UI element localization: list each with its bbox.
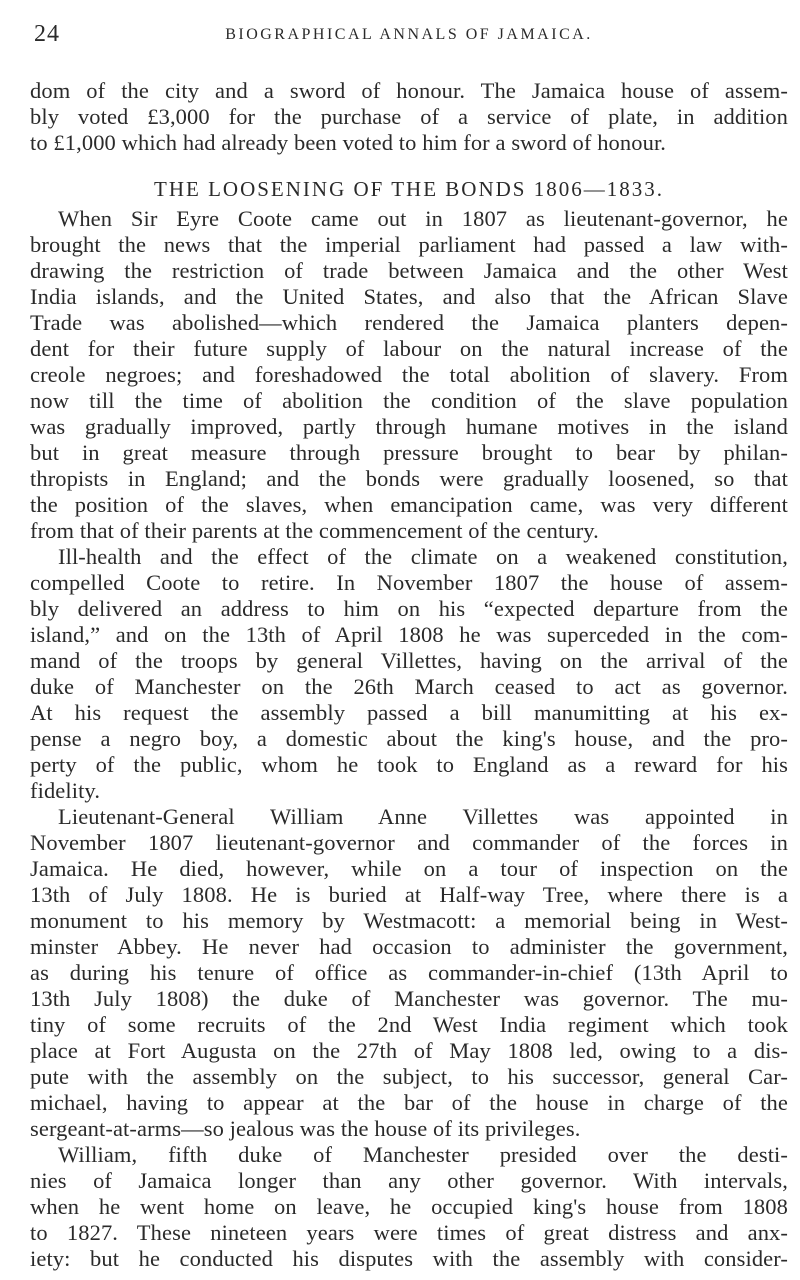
text-line: sergeant-at-arms—so jealous was the house of its privileges. <box>30 1116 581 1141</box>
text-line: At his request the assembly passed a bill manumitting at his ex- <box>30 700 788 725</box>
text-line: island,” and on the 13th of April 1808 he was superceded in the com- <box>30 622 788 647</box>
text-line: tiny of some recruits of the 2nd West India regiment which took <box>30 1012 788 1037</box>
text-line: dom of the city and a sword of honour. The Jamaica house of assem- <box>30 78 788 103</box>
section-heading: THE LOOSENING OF THE BONDS 1806—1833. <box>154 177 664 201</box>
running-head <box>30 22 788 46</box>
text-line: minster Abbey. He never had occasion to administer the government, <box>30 934 788 959</box>
text-line: as during his tenure of office as commander-in-chief (13th April to <box>30 960 788 985</box>
text-line: duke of Manchester on the 26th March ceased to act as governor. <box>30 674 788 699</box>
text-line: India islands, and the United States, and also that the African Slave <box>30 284 788 309</box>
text-line: Lieutenant-General William Anne Villettes was appointed in <box>58 804 788 829</box>
book-page <box>30 0 788 1280</box>
text-line: November 1807 lieutenant-governor and commander of the forces in <box>30 830 788 855</box>
paragraph <box>30 1142 788 1272</box>
text-line: place at Fort Augusta on the 27th of May 1808 led, owing to a dis- <box>30 1038 788 1063</box>
text-line: nies of Jamaica longer than any other governor. With intervals, <box>30 1168 788 1193</box>
text-line: bly delivered an address to him on his “expected departure from the <box>30 596 788 621</box>
text-line: iety: but he conducted his disputes with the assembly with consider- <box>30 1246 788 1271</box>
text-line: the position of the slaves, when emancipation came, was very different <box>30 492 788 517</box>
text-line: bly voted £3,000 for the purchase of a service of plate, in addition <box>30 104 788 129</box>
text-line: monument to his memory by Westmacott: a memorial being in West- <box>30 908 788 933</box>
paragraph <box>30 544 788 804</box>
text-line: when he went home on leave, he occupied king's house from 1808 <box>30 1194 788 1219</box>
text-line: pute with the assembly on the subject, to his successor, general Car- <box>30 1064 788 1089</box>
text-line: drawing the restriction of trade between Jamaica and the other West <box>30 258 788 283</box>
text-line: fidelity. <box>30 778 101 803</box>
text-line: William, fifth duke of Manchester presided over the desti- <box>58 1142 788 1167</box>
text-line: creole negroes; and foreshadowed the total abolition of slavery. From <box>30 362 788 387</box>
text-line: to 1827. These nineteen years were times of great distress and anx- <box>30 1220 788 1245</box>
text-line: When Sir Eyre Coote came out in 1807 as lieutenant-governor, he <box>58 206 788 231</box>
text-line: Trade was abolished—which rendered the Jamaica planters depen- <box>30 310 788 335</box>
text-line: pense a negro boy, a domestic about the king's house, and the pro- <box>30 726 788 751</box>
text-line: thropists in England; and the bonds were gradually loosened, so that <box>30 466 788 491</box>
paragraph <box>30 206 788 544</box>
text-line: but in great measure through pressure brought to bear by philan- <box>30 440 788 465</box>
text-line: brought the news that the imperial parliament had passed a law with- <box>30 232 788 257</box>
text-line: compelled Coote to retire. In November 1807 the house of assem- <box>30 570 788 595</box>
text-line: to £1,000 which had already been voted to him for a sword of honour. <box>30 130 667 155</box>
text-line: 13th July 1808) the duke of Manchester was governor. The mu- <box>30 986 788 1011</box>
text-line: dent for their future supply of labour on the natural increase of the <box>30 336 788 361</box>
continued-paragraph <box>30 78 788 156</box>
body-text <box>30 78 788 1272</box>
text-line: now till the time of abolition the condition of the slave population <box>30 388 788 413</box>
paragraph <box>30 804 788 1142</box>
running-title: BIOGRAPHICAL ANNALS OF JAMAICA. <box>225 26 593 43</box>
text-line: Ill-health and the effect of the climate on a weakened constitution, <box>58 544 788 569</box>
page-number: 24 <box>34 21 60 47</box>
text-line: mand of the troops by general Villettes, having on the arrival of the <box>30 648 788 673</box>
text-line: michael, having to appear at the bar of the house in charge of the <box>30 1090 788 1115</box>
text-line: from that of their parents at the commencement of the century. <box>30 518 599 543</box>
text-line: 13th of July 1808. He is buried at Half-way Tree, where there is a <box>30 882 788 907</box>
text-line: Jamaica. He died, however, while on a tour of inspection on the <box>30 856 788 881</box>
text-line: perty of the public, whom he took to England as a reward for his <box>30 752 788 777</box>
text-line: was gradually improved, partly through humane motives in the island <box>30 414 788 439</box>
